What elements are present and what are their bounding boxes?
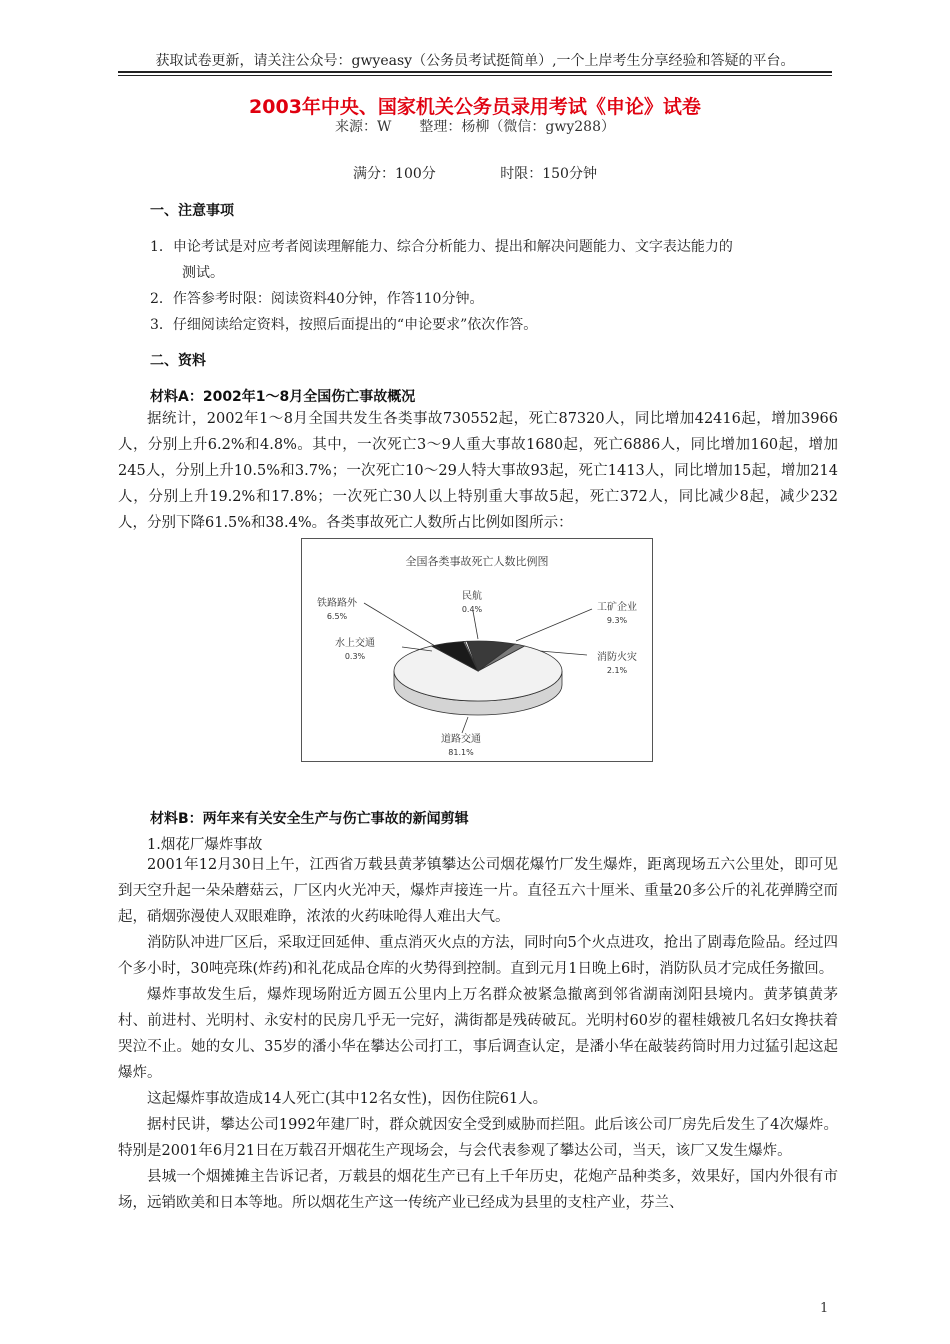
section-heading-notes: 一、注意事项 bbox=[150, 203, 234, 219]
material-b-heading: 材料B：两年来有关安全生产与伤亡事故的新闻剪辑 bbox=[150, 811, 469, 827]
document-title: 2003年中央、国家机关公务员录用考试《申论》试卷 bbox=[249, 96, 701, 118]
note-item-2: 2．作答参考时限：阅读资料40分钟，作答110分钟。 bbox=[150, 291, 484, 307]
label-railway: 铁路路外 6.5% bbox=[317, 598, 357, 621]
label-road: 道路交通 81.1% bbox=[441, 734, 481, 757]
score-line bbox=[0, 163, 950, 183]
label-aviation: 民航 0.4% bbox=[461, 591, 483, 614]
material-b-paragraph: 2001年12月30日上午，江西省万载县黄茅镇攀达公司烟花爆竹厂发生爆炸，距离现场五六公里处，即可见到天空升起一朵朵蘑菇云，厂区内火光冲天，爆炸声接连一片。直径五六十厘米、重量20多公斤的礼花弹腾空而起，硝烟弥漫使人双眼难睁，浓浓的火药味呛得人难出大气。 bbox=[118, 857, 838, 925]
material-b-paragraph: 县城一个烟摊摊主告诉记者，万载县的烟花生产已有上千年历史，花炮产品种类多，效果好，国内外很有市场，远销欧美和日本等地。所以烟花生产这一传统产业已经成为县里的支柱产业，芬兰、 bbox=[118, 1169, 838, 1211]
full-score: 满分：100分 bbox=[353, 166, 436, 182]
document-source: 来源：W 整理：杨柳（微信：gwy288） bbox=[335, 119, 615, 135]
material-a-heading: 材料A：2002年1～8月全国伤亡事故概况 bbox=[150, 389, 416, 405]
material-a-paragraph bbox=[118, 406, 838, 536]
material-b-paragraph: 爆炸事故发生后，爆炸现场附近方圆五公里内上万名群众被紧急撤离到邻省湖南浏阳县境内。黄茅镇黄茅村、前进村、光明村、永安村的民房几乎无一完好，满街都是残砖破瓦。光明村60岁的翟桂娥被几名妇女搀扶着哭泣不止。她的女儿、35岁的潘小华在攀达公司打工，事后调查认定，是潘小华在敲装药筒时用力过猛引起这起爆炸。 bbox=[118, 987, 838, 1081]
material-b-paragraph: 这起爆炸事故造成14人死亡(其中12名女性)，因伤住院61人。 bbox=[147, 1091, 548, 1107]
time-limit: 时限：150分钟 bbox=[500, 166, 597, 182]
header-rule-thick bbox=[118, 71, 832, 73]
leader-line-industry bbox=[516, 609, 592, 641]
label-fire: 消防火灾 2.1% bbox=[597, 652, 637, 675]
label-water: 水上交通 0.3% bbox=[335, 638, 375, 661]
header-rule-thin bbox=[118, 75, 832, 76]
pie-chart bbox=[301, 538, 653, 762]
material-a-text: 据统计，2002年1～8月全国共发生各类事故730552起，死亡87320人，同比增加42416起，增加3966人，分别上升6.2%和4.8%。其中，一次死亡3～9人重大事故1680起，死亡6886人，同比增加160起，增加245人，分别上升10.5%和3.7%；一次死亡10～29人特大事故93起，死亡1413人，同比增加15起，增加214人，分别上升19.2%和17.8%；一次死亡30人以上特别重大事故5起，死亡372人，同比减少8起，减少232人，分别下降61.5%和38.4%。各类事故死亡人数所占比例如图所示： bbox=[118, 411, 838, 531]
material-b-body bbox=[118, 852, 838, 1216]
leader-line-road bbox=[462, 717, 468, 733]
chart-title: 全国各类事故死亡人数比例图 bbox=[405, 555, 549, 568]
note-item-1-cont: 测试。 bbox=[182, 265, 224, 281]
material-b-paragraph: 据村民讲，攀达公司1992年建厂时，群众就因安全受到威胁而拦阻。此后该公司厂房先后发生了4次爆炸。特别是2001年6月21日在万载召开烟花生产现场会，与会代表参观了攀达公司，当天，该厂又发生爆炸。 bbox=[118, 1117, 838, 1159]
note-item-3: 3．仔细阅读给定资料，按照后面提出的“申论要求”依次作答。 bbox=[150, 317, 538, 333]
label-industry: 工矿企业 9.3% bbox=[597, 602, 637, 625]
material-b-subheading: 1.烟花厂爆炸事故 bbox=[147, 837, 263, 853]
page-header-notice: 获取试卷更新，请关注公众号：gwyeasy（公务员考试挺简单）,一个上岸考生分享经验和答疑的平台。 bbox=[155, 53, 795, 69]
material-b-paragraph: 消防队冲进厂区后，采取迂回延伸、重点消灭火点的方法，同时向5个火点进攻，抢出了剧毒危险品。经过四个多小时，30吨亮珠(炸药)和礼花成品仓库的火势得到控制。直到元月1日晚上6时，消防队员才完成任务撤回。 bbox=[118, 935, 838, 977]
section-heading-materials: 二、资料 bbox=[150, 353, 206, 369]
note-item-1: 1．申论考试是对应考者阅读理解能力、综合分析能力、提出和解决问题能力、文字表达能力的 bbox=[150, 239, 733, 255]
page-number: 1 bbox=[820, 1301, 829, 1316]
